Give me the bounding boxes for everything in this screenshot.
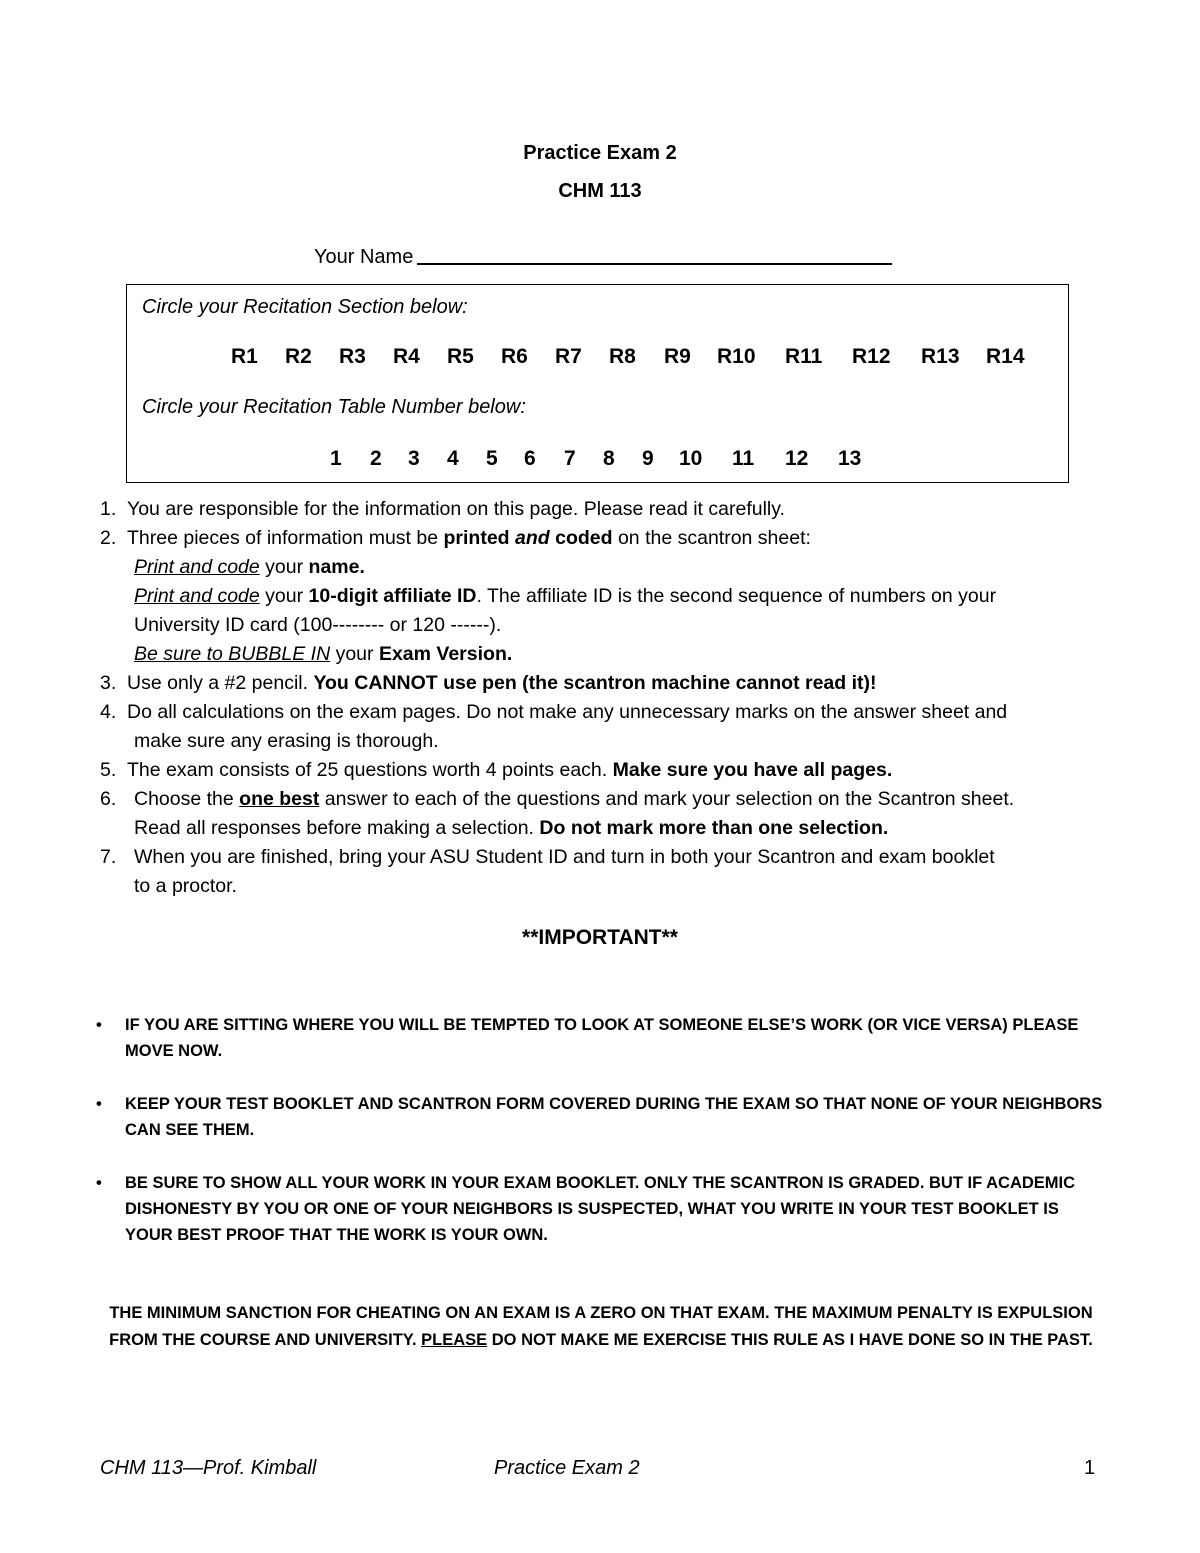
page-title: Practice Exam 2 bbox=[523, 142, 677, 164]
table-option[interactable]: 2 bbox=[370, 447, 382, 470]
instruction-3: 3. Use only a #2 pencil. You CANNOT use pen (the scantron machine cannot read it)! bbox=[100, 672, 877, 694]
table-options bbox=[127, 447, 1068, 473]
table-option[interactable]: 4 bbox=[447, 447, 459, 470]
important-bullet: • KEEP YOUR TEST BOOKLET AND SCANTRON FORM COVERED DURING THE EXAM SO THAT NONE OF YOUR NEIGHBORS CAN SEE THEM. bbox=[96, 1091, 1106, 1143]
bullet-icon: • bbox=[96, 1095, 102, 1113]
section-option[interactable]: R9 bbox=[664, 345, 691, 368]
section-option[interactable]: R11 bbox=[785, 345, 823, 368]
instruction-7: 7. When you are finished, bring your ASU Student ID and turn in both your Scantron and exam booklet bbox=[100, 846, 995, 868]
table-option[interactable]: 11 bbox=[732, 447, 755, 470]
bullet-icon: • bbox=[96, 1016, 102, 1034]
table-option[interactable]: 8 bbox=[603, 447, 615, 470]
section-option[interactable]: R12 bbox=[852, 345, 891, 368]
section-option[interactable]: R14 bbox=[986, 345, 1025, 368]
section-option[interactable]: R8 bbox=[609, 345, 636, 368]
section-option[interactable]: R5 bbox=[447, 345, 474, 368]
section-option[interactable]: R10 bbox=[717, 345, 756, 368]
course-code: CHM 113 bbox=[558, 180, 642, 202]
table-option[interactable]: 10 bbox=[679, 447, 703, 470]
table-label: Circle your Recitation Table Number below: bbox=[142, 396, 526, 418]
section-option[interactable]: R2 bbox=[285, 345, 312, 368]
footer-course: CHM 113—Prof. Kimball bbox=[100, 1457, 317, 1479]
section-label: Circle your Recitation Section below: bbox=[142, 296, 468, 318]
instruction-1: 1. You are responsible for the information on this page. Please read it carefully. bbox=[100, 498, 785, 520]
instruction-4-cont: make sure any erasing is thorough. bbox=[134, 730, 439, 752]
instructions-list bbox=[100, 495, 1100, 901]
name-field[interactable] bbox=[314, 243, 892, 269]
name-blank-line[interactable] bbox=[417, 243, 892, 265]
important-bullet: • BE SURE TO SHOW ALL YOUR WORK IN YOUR EXAM BOOKLET. ONLY THE SCANTRON IS GRADED. BUT IF ACADEMIC DISHONESTY BY YOU OR ONE OF YOUR NEIGHBORS IS SUSPECTED, WHAT YOU WRITE IN YOUR TEST BOOKLET IS YOUR BEST PROOF THAT THE WORK IS YOUR OWN. bbox=[96, 1170, 1106, 1248]
table-option[interactable]: 12 bbox=[785, 447, 809, 470]
table-option[interactable]: 13 bbox=[838, 447, 862, 470]
sanction-notice: THE MINIMUM SANCTION FOR CHEATING ON AN EXAM IS A ZERO ON THAT EXAM. THE MAXIMUM PENALTY IS EXPULSION FROM THE COURSE AND UNIVERSITY. PLEASE DO NOT MAKE ME EXERCISE THIS RULE AS I HAVE DONE SO IN THE PAST. bbox=[109, 1304, 1093, 1349]
instruction-2-name: Print and code your name. bbox=[134, 556, 365, 578]
table-option[interactable]: 5 bbox=[486, 447, 498, 470]
name-label: Your Name bbox=[314, 246, 414, 268]
table-option[interactable]: 7 bbox=[564, 447, 576, 470]
instruction-2-exam-version: Be sure to BUBBLE IN your Exam Version. bbox=[134, 643, 513, 665]
recitation-box bbox=[126, 284, 1069, 483]
important-bullet: • IF YOU ARE SITTING WHERE YOU WILL BE TEMPTED TO LOOK AT SOMEONE ELSE’S WORK (OR VICE VERSA) PLEASE MOVE NOW. bbox=[96, 1012, 1106, 1064]
important-bullets bbox=[96, 1012, 1106, 1275]
bullet-icon: • bbox=[96, 1174, 102, 1192]
table-option[interactable]: 1 bbox=[330, 447, 342, 470]
section-option[interactable]: R4 bbox=[393, 345, 420, 368]
footer-title: Practice Exam 2 bbox=[494, 1457, 640, 1479]
instruction-2: 2. Three pieces of information must be printed and coded on the scantron sheet: bbox=[100, 527, 811, 549]
instruction-2-id-card: University ID card (100-------- or 120 ------). bbox=[134, 614, 502, 636]
section-option[interactable]: R6 bbox=[501, 345, 528, 368]
table-option[interactable]: 3 bbox=[408, 447, 420, 470]
section-options bbox=[127, 345, 1068, 371]
instruction-7-cont: to a proctor. bbox=[134, 875, 237, 897]
section-option[interactable]: R7 bbox=[555, 345, 582, 368]
instruction-4: 4. Do all calculations on the exam pages. Do not make any unnecessary marks on the answer sheet and bbox=[100, 701, 1008, 723]
instruction-6: 6. Choose the one best answer to each of the questions and mark your selection on the Scantron sheet. bbox=[100, 788, 1015, 810]
page-number: 1 bbox=[1084, 1457, 1096, 1479]
table-option[interactable]: 9 bbox=[642, 447, 654, 470]
section-option[interactable]: R3 bbox=[339, 345, 366, 368]
section-option[interactable]: R1 bbox=[231, 345, 258, 368]
section-option[interactable]: R13 bbox=[921, 345, 960, 368]
instruction-6-cont: Read all responses before making a selection. Do not mark more than one selection. bbox=[134, 817, 889, 839]
instruction-2-affiliate-id: Print and code your 10-digit affiliate ID. The affiliate ID is the second sequence of numbers on your bbox=[134, 585, 997, 607]
instruction-5: 5. The exam consists of 25 questions worth 4 points each. Make sure you have all pages. bbox=[100, 759, 893, 781]
important-heading: **IMPORTANT** bbox=[522, 926, 678, 949]
table-option[interactable]: 6 bbox=[524, 447, 536, 470]
